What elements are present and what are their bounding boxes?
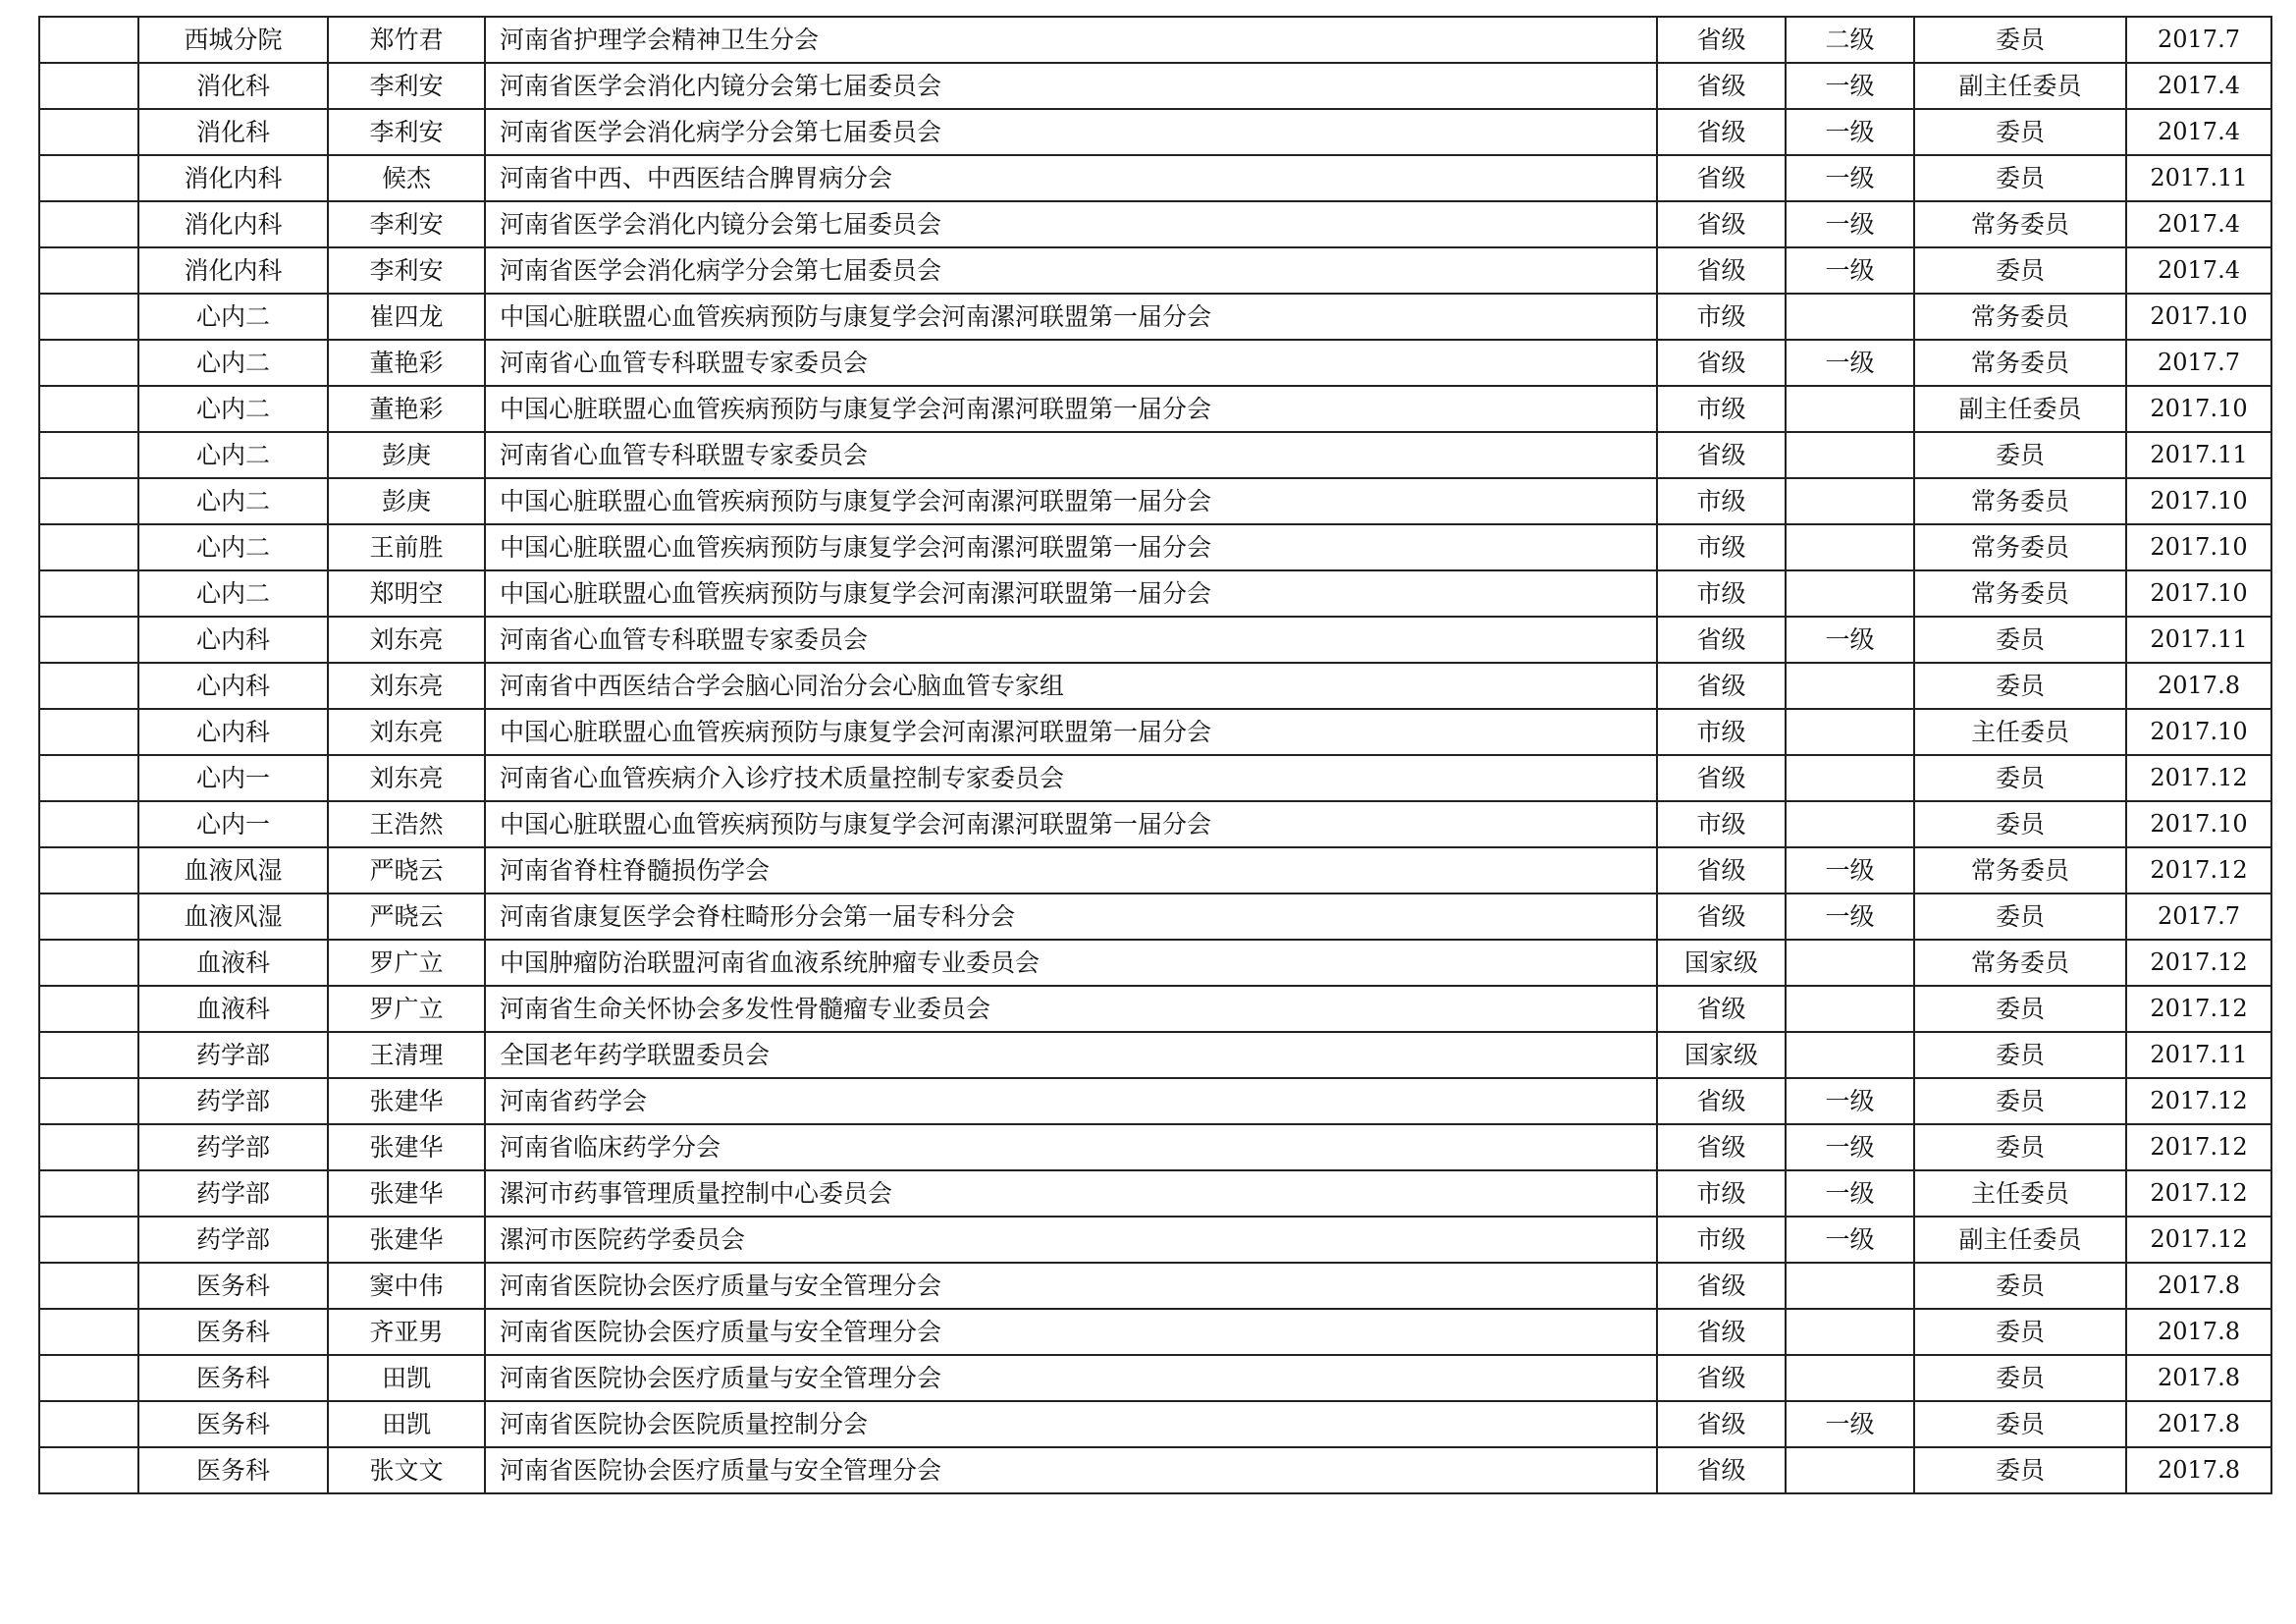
date-cell: 2017.8	[2126, 1309, 2271, 1355]
level-cell: 市级	[1657, 524, 1786, 570]
position-cell: 委员	[1914, 663, 2126, 709]
level-cell: 省级	[1657, 1078, 1786, 1124]
position-cell: 主任委员	[1914, 1170, 2126, 1217]
table-row	[39, 1124, 2271, 1170]
table-row	[39, 801, 2271, 847]
member-name-cell: 候杰	[328, 155, 485, 201]
level-cell: 省级	[1657, 986, 1786, 1032]
member-name-cell: 田凯	[328, 1401, 485, 1447]
department-cell: 血液科	[138, 986, 328, 1032]
organization-cell: 河南省脊柱脊髓损伤学会	[485, 847, 1657, 893]
position-cell: 常务委员	[1914, 340, 2126, 386]
member-name-cell: 李利安	[328, 201, 485, 247]
position-cell: 常务委员	[1914, 201, 2126, 247]
grade-cell	[1786, 432, 1914, 478]
level-cell: 省级	[1657, 201, 1786, 247]
level-cell: 国家级	[1657, 1032, 1786, 1078]
date-cell: 2017.12	[2126, 1124, 2271, 1170]
grade-cell: 一级	[1786, 617, 1914, 663]
level-cell: 省级	[1657, 1309, 1786, 1355]
grade-cell	[1786, 940, 1914, 986]
department-cell: 心内科	[138, 709, 328, 755]
organization-cell: 河南省康复医学会脊柱畸形分会第一届专科分会	[485, 893, 1657, 940]
member-name-cell: 李利安	[328, 109, 485, 155]
department-cell: 心内二	[138, 478, 328, 524]
date-cell: 2017.11	[2126, 617, 2271, 663]
department-cell: 心内二	[138, 524, 328, 570]
department-cell: 医务科	[138, 1309, 328, 1355]
position-cell: 副主任委员	[1914, 1217, 2126, 1263]
row-number-cell	[39, 1447, 138, 1493]
organization-cell: 河南省护理学会精神卫生分会	[485, 17, 1657, 63]
department-cell: 血液风湿	[138, 847, 328, 893]
member-name-cell: 张建华	[328, 1170, 485, 1217]
member-name-cell: 窦中伟	[328, 1263, 485, 1309]
date-cell: 2017.10	[2126, 801, 2271, 847]
table-row	[39, 1309, 2271, 1355]
row-number-cell	[39, 1078, 138, 1124]
grade-cell: 一级	[1786, 893, 1914, 940]
member-name-cell: 李利安	[328, 247, 485, 294]
table-row	[39, 1078, 2271, 1124]
date-cell: 2017.10	[2126, 294, 2271, 340]
table-row	[39, 986, 2271, 1032]
member-name-cell: 张建华	[328, 1078, 485, 1124]
date-cell: 2017.7	[2126, 340, 2271, 386]
position-cell: 委员	[1914, 155, 2126, 201]
table-row	[39, 524, 2271, 570]
department-cell: 心内一	[138, 801, 328, 847]
organization-cell: 中国心脏联盟心血管疾病预防与康复学会河南漯河联盟第一届分会	[485, 386, 1657, 432]
row-number-cell	[39, 709, 138, 755]
position-cell: 常务委员	[1914, 294, 2126, 340]
level-cell: 省级	[1657, 663, 1786, 709]
member-name-cell: 王前胜	[328, 524, 485, 570]
table-row	[39, 1032, 2271, 1078]
row-number-cell	[39, 524, 138, 570]
department-cell: 心内一	[138, 755, 328, 801]
organization-cell: 中国心脏联盟心血管疾病预防与康复学会河南漯河联盟第一届分会	[485, 801, 1657, 847]
position-cell: 副主任委员	[1914, 386, 2126, 432]
row-number-cell	[39, 847, 138, 893]
member-name-cell: 齐亚男	[328, 1309, 485, 1355]
position-cell: 委员	[1914, 17, 2126, 63]
organization-cell: 河南省心血管疾病介入诊疗技术质量控制专家委员会	[485, 755, 1657, 801]
table-row	[39, 617, 2271, 663]
table-row	[39, 570, 2271, 617]
level-cell: 省级	[1657, 109, 1786, 155]
organization-cell: 河南省医院协会医疗质量与安全管理分会	[485, 1355, 1657, 1401]
table-row	[39, 294, 2271, 340]
row-number-cell	[39, 1263, 138, 1309]
date-cell: 2017.12	[2126, 847, 2271, 893]
row-number-cell	[39, 386, 138, 432]
table-row	[39, 1401, 2271, 1447]
position-cell: 委员	[1914, 109, 2126, 155]
grade-cell	[1786, 986, 1914, 1032]
table-row	[39, 1170, 2271, 1217]
department-cell: 血液风湿	[138, 893, 328, 940]
row-number-cell	[39, 478, 138, 524]
organization-cell: 河南省医院协会医疗质量与安全管理分会	[485, 1309, 1657, 1355]
date-cell: 2017.8	[2126, 663, 2271, 709]
date-cell: 2017.10	[2126, 524, 2271, 570]
row-number-cell	[39, 663, 138, 709]
level-cell: 省级	[1657, 247, 1786, 294]
date-cell: 2017.4	[2126, 63, 2271, 109]
member-name-cell: 崔四龙	[328, 294, 485, 340]
organization-cell: 漯河市医院药学委员会	[485, 1217, 1657, 1263]
department-cell: 心内二	[138, 340, 328, 386]
department-cell: 医务科	[138, 1401, 328, 1447]
date-cell: 2017.7	[2126, 893, 2271, 940]
date-cell: 2017.10	[2126, 386, 2271, 432]
member-name-cell: 刘东亮	[328, 663, 485, 709]
row-number-cell	[39, 17, 138, 63]
grade-cell	[1786, 801, 1914, 847]
row-number-cell	[39, 294, 138, 340]
level-cell: 省级	[1657, 1124, 1786, 1170]
table-row	[39, 432, 2271, 478]
member-name-cell: 罗广立	[328, 940, 485, 986]
date-cell: 2017.10	[2126, 478, 2271, 524]
member-name-cell: 罗广立	[328, 986, 485, 1032]
level-cell: 省级	[1657, 755, 1786, 801]
grade-cell	[1786, 570, 1914, 617]
member-name-cell: 彭庚	[328, 478, 485, 524]
grade-cell: 一级	[1786, 155, 1914, 201]
row-number-cell	[39, 1170, 138, 1217]
organization-cell: 中国心脏联盟心血管疾病预防与康复学会河南漯河联盟第一届分会	[485, 478, 1657, 524]
grade-cell	[1786, 1263, 1914, 1309]
department-cell: 医务科	[138, 1263, 328, 1309]
organization-cell: 河南省临床药学分会	[485, 1124, 1657, 1170]
organization-cell: 河南省心血管专科联盟专家委员会	[485, 432, 1657, 478]
member-name-cell: 张建华	[328, 1217, 485, 1263]
grade-cell: 二级	[1786, 17, 1914, 63]
table-row	[39, 109, 2271, 155]
organization-cell: 河南省中西、中西医结合脾胃病分会	[485, 155, 1657, 201]
member-name-cell: 刘东亮	[328, 755, 485, 801]
level-cell: 市级	[1657, 294, 1786, 340]
level-cell: 省级	[1657, 63, 1786, 109]
position-cell: 委员	[1914, 432, 2126, 478]
member-name-cell: 张建华	[328, 1124, 485, 1170]
position-cell: 委员	[1914, 893, 2126, 940]
member-name-cell: 董艳彩	[328, 340, 485, 386]
table-row	[39, 893, 2271, 940]
member-name-cell: 李利安	[328, 63, 485, 109]
date-cell: 2017.8	[2126, 1263, 2271, 1309]
position-cell: 委员	[1914, 1447, 2126, 1493]
organization-cell: 河南省生命关怀协会多发性骨髓瘤专业委员会	[485, 986, 1657, 1032]
table-row	[39, 709, 2271, 755]
organization-cell: 河南省医院协会医疗质量与安全管理分会	[485, 1447, 1657, 1493]
grade-cell	[1786, 524, 1914, 570]
date-cell: 2017.11	[2126, 1032, 2271, 1078]
department-cell: 心内科	[138, 617, 328, 663]
organization-cell: 河南省药学会	[485, 1078, 1657, 1124]
date-cell: 2017.4	[2126, 201, 2271, 247]
department-cell: 药学部	[138, 1078, 328, 1124]
organization-cell: 河南省医学会消化病学分会第七届委员会	[485, 109, 1657, 155]
date-cell: 2017.12	[2126, 1217, 2271, 1263]
table-row	[39, 478, 2271, 524]
row-number-cell	[39, 893, 138, 940]
table-row	[39, 1447, 2271, 1493]
department-cell: 消化科	[138, 109, 328, 155]
level-cell: 市级	[1657, 478, 1786, 524]
table-row	[39, 847, 2271, 893]
grade-cell: 一级	[1786, 1401, 1914, 1447]
date-cell: 2017.11	[2126, 432, 2271, 478]
department-cell: 心内二	[138, 570, 328, 617]
position-cell: 委员	[1914, 247, 2126, 294]
table-row	[39, 247, 2271, 294]
table-row	[39, 17, 2271, 63]
level-cell: 市级	[1657, 709, 1786, 755]
member-name-cell: 王浩然	[328, 801, 485, 847]
department-cell: 心内科	[138, 663, 328, 709]
date-cell: 2017.4	[2126, 247, 2271, 294]
table-row	[39, 201, 2271, 247]
organization-cell: 中国心脏联盟心血管疾病预防与康复学会河南漯河联盟第一届分会	[485, 570, 1657, 617]
position-cell: 常务委员	[1914, 847, 2126, 893]
grade-cell: 一级	[1786, 1217, 1914, 1263]
date-cell: 2017.12	[2126, 1170, 2271, 1217]
position-cell: 委员	[1914, 801, 2126, 847]
level-cell: 省级	[1657, 617, 1786, 663]
grade-cell	[1786, 294, 1914, 340]
department-cell: 心内二	[138, 432, 328, 478]
row-number-cell	[39, 1401, 138, 1447]
member-name-cell: 刘东亮	[328, 617, 485, 663]
date-cell: 2017.4	[2126, 109, 2271, 155]
level-cell: 省级	[1657, 893, 1786, 940]
row-number-cell	[39, 986, 138, 1032]
date-cell: 2017.10	[2126, 709, 2271, 755]
table-row	[39, 1217, 2271, 1263]
level-cell: 省级	[1657, 1447, 1786, 1493]
grade-cell: 一级	[1786, 63, 1914, 109]
row-number-cell	[39, 201, 138, 247]
position-cell: 委员	[1914, 1124, 2126, 1170]
grade-cell: 一级	[1786, 1124, 1914, 1170]
date-cell: 2017.12	[2126, 986, 2271, 1032]
grade-cell	[1786, 755, 1914, 801]
row-number-cell	[39, 617, 138, 663]
department-cell: 药学部	[138, 1217, 328, 1263]
level-cell: 省级	[1657, 1263, 1786, 1309]
member-name-cell: 彭庚	[328, 432, 485, 478]
member-name-cell: 王清理	[328, 1032, 485, 1078]
department-cell: 西城分院	[138, 17, 328, 63]
level-cell: 市级	[1657, 570, 1786, 617]
table-row	[39, 1263, 2271, 1309]
row-number-cell	[39, 1124, 138, 1170]
organization-cell: 河南省心血管专科联盟专家委员会	[485, 340, 1657, 386]
row-number-cell	[39, 1355, 138, 1401]
position-cell: 委员	[1914, 1078, 2126, 1124]
department-cell: 消化科	[138, 63, 328, 109]
member-name-cell: 严晓云	[328, 893, 485, 940]
row-number-cell	[39, 570, 138, 617]
date-cell: 2017.12	[2126, 1078, 2271, 1124]
organization-cell: 中国肿瘤防治联盟河南省血液系统肿瘤专业委员会	[485, 940, 1657, 986]
position-cell: 委员	[1914, 1309, 2126, 1355]
member-name-cell: 田凯	[328, 1355, 485, 1401]
position-cell: 常务委员	[1914, 478, 2126, 524]
grade-cell: 一级	[1786, 1170, 1914, 1217]
member-name-cell: 刘东亮	[328, 709, 485, 755]
position-cell: 常务委员	[1914, 940, 2126, 986]
row-number-cell	[39, 755, 138, 801]
level-cell: 省级	[1657, 847, 1786, 893]
member-name-cell: 严晓云	[328, 847, 485, 893]
table-row	[39, 340, 2271, 386]
row-number-cell	[39, 63, 138, 109]
organization-cell: 河南省医院协会医疗质量与安全管理分会	[485, 1263, 1657, 1309]
department-cell: 消化内科	[138, 201, 328, 247]
level-cell: 省级	[1657, 340, 1786, 386]
department-cell: 心内二	[138, 294, 328, 340]
level-cell: 省级	[1657, 155, 1786, 201]
member-name-cell: 郑竹君	[328, 17, 485, 63]
grade-cell	[1786, 709, 1914, 755]
committee-membership-table	[38, 16, 2272, 1494]
organization-cell: 全国老年药学联盟委员会	[485, 1032, 1657, 1078]
grade-cell	[1786, 1447, 1914, 1493]
date-cell: 2017.7	[2126, 17, 2271, 63]
date-cell: 2017.8	[2126, 1447, 2271, 1493]
grade-cell	[1786, 663, 1914, 709]
row-number-cell	[39, 340, 138, 386]
department-cell: 医务科	[138, 1447, 328, 1493]
level-cell: 省级	[1657, 1355, 1786, 1401]
row-number-cell	[39, 1032, 138, 1078]
organization-cell: 河南省医学会消化内镜分会第七届委员会	[485, 201, 1657, 247]
organization-cell: 河南省中西医结合学会脑心同治分会心脑血管专家组	[485, 663, 1657, 709]
table-row	[39, 63, 2271, 109]
table-row	[39, 663, 2271, 709]
organization-cell: 河南省心血管专科联盟专家委员会	[485, 617, 1657, 663]
row-number-cell	[39, 1309, 138, 1355]
position-cell: 副主任委员	[1914, 63, 2126, 109]
table-row	[39, 386, 2271, 432]
table-row	[39, 155, 2271, 201]
department-cell: 心内二	[138, 386, 328, 432]
organization-cell: 中国心脏联盟心血管疾病预防与康复学会河南漯河联盟第一届分会	[485, 524, 1657, 570]
position-cell: 委员	[1914, 1263, 2126, 1309]
level-cell: 市级	[1657, 386, 1786, 432]
member-name-cell: 董艳彩	[328, 386, 485, 432]
level-cell: 省级	[1657, 1401, 1786, 1447]
position-cell: 委员	[1914, 1401, 2126, 1447]
grade-cell: 一级	[1786, 847, 1914, 893]
row-number-cell	[39, 155, 138, 201]
level-cell: 国家级	[1657, 940, 1786, 986]
table-row	[39, 940, 2271, 986]
member-name-cell: 郑明空	[328, 570, 485, 617]
position-cell: 委员	[1914, 617, 2126, 663]
grade-cell	[1786, 386, 1914, 432]
row-number-cell	[39, 1217, 138, 1263]
level-cell: 省级	[1657, 432, 1786, 478]
grade-cell: 一级	[1786, 109, 1914, 155]
date-cell: 2017.12	[2126, 755, 2271, 801]
organization-cell: 漯河市药事管理质量控制中心委员会	[485, 1170, 1657, 1217]
table-row	[39, 1355, 2271, 1401]
table-body	[39, 17, 2271, 1493]
row-number-cell	[39, 109, 138, 155]
organization-cell: 河南省医学会消化内镜分会第七届委员会	[485, 63, 1657, 109]
grade-cell	[1786, 1309, 1914, 1355]
member-name-cell: 张文文	[328, 1447, 485, 1493]
department-cell: 医务科	[138, 1355, 328, 1401]
date-cell: 2017.11	[2126, 155, 2271, 201]
organization-cell: 河南省医学会消化病学分会第七届委员会	[485, 247, 1657, 294]
department-cell: 血液科	[138, 940, 328, 986]
grade-cell	[1786, 1032, 1914, 1078]
department-cell: 药学部	[138, 1170, 328, 1217]
row-number-cell	[39, 801, 138, 847]
position-cell: 主任委员	[1914, 709, 2126, 755]
level-cell: 市级	[1657, 1217, 1786, 1263]
organization-cell: 中国心脏联盟心血管疾病预防与康复学会河南漯河联盟第一届分会	[485, 294, 1657, 340]
row-number-cell	[39, 247, 138, 294]
grade-cell	[1786, 478, 1914, 524]
grade-cell: 一级	[1786, 201, 1914, 247]
organization-cell: 河南省医院协会医院质量控制分会	[485, 1401, 1657, 1447]
department-cell: 消化内科	[138, 247, 328, 294]
row-number-cell	[39, 432, 138, 478]
grade-cell: 一级	[1786, 247, 1914, 294]
date-cell: 2017.8	[2126, 1401, 2271, 1447]
position-cell: 常务委员	[1914, 570, 2126, 617]
position-cell: 常务委员	[1914, 524, 2126, 570]
department-cell: 消化内科	[138, 155, 328, 201]
position-cell: 委员	[1914, 1032, 2126, 1078]
organization-cell: 中国心脏联盟心血管疾病预防与康复学会河南漯河联盟第一届分会	[485, 709, 1657, 755]
position-cell: 委员	[1914, 986, 2126, 1032]
position-cell: 委员	[1914, 755, 2126, 801]
department-cell: 药学部	[138, 1032, 328, 1078]
date-cell: 2017.8	[2126, 1355, 2271, 1401]
level-cell: 省级	[1657, 17, 1786, 63]
table-row	[39, 755, 2271, 801]
grade-cell	[1786, 1355, 1914, 1401]
level-cell: 市级	[1657, 1170, 1786, 1217]
level-cell: 市级	[1657, 801, 1786, 847]
row-number-cell	[39, 940, 138, 986]
grade-cell: 一级	[1786, 340, 1914, 386]
date-cell: 2017.10	[2126, 570, 2271, 617]
date-cell: 2017.12	[2126, 940, 2271, 986]
position-cell: 委员	[1914, 1355, 2126, 1401]
department-cell: 药学部	[138, 1124, 328, 1170]
grade-cell: 一级	[1786, 1078, 1914, 1124]
